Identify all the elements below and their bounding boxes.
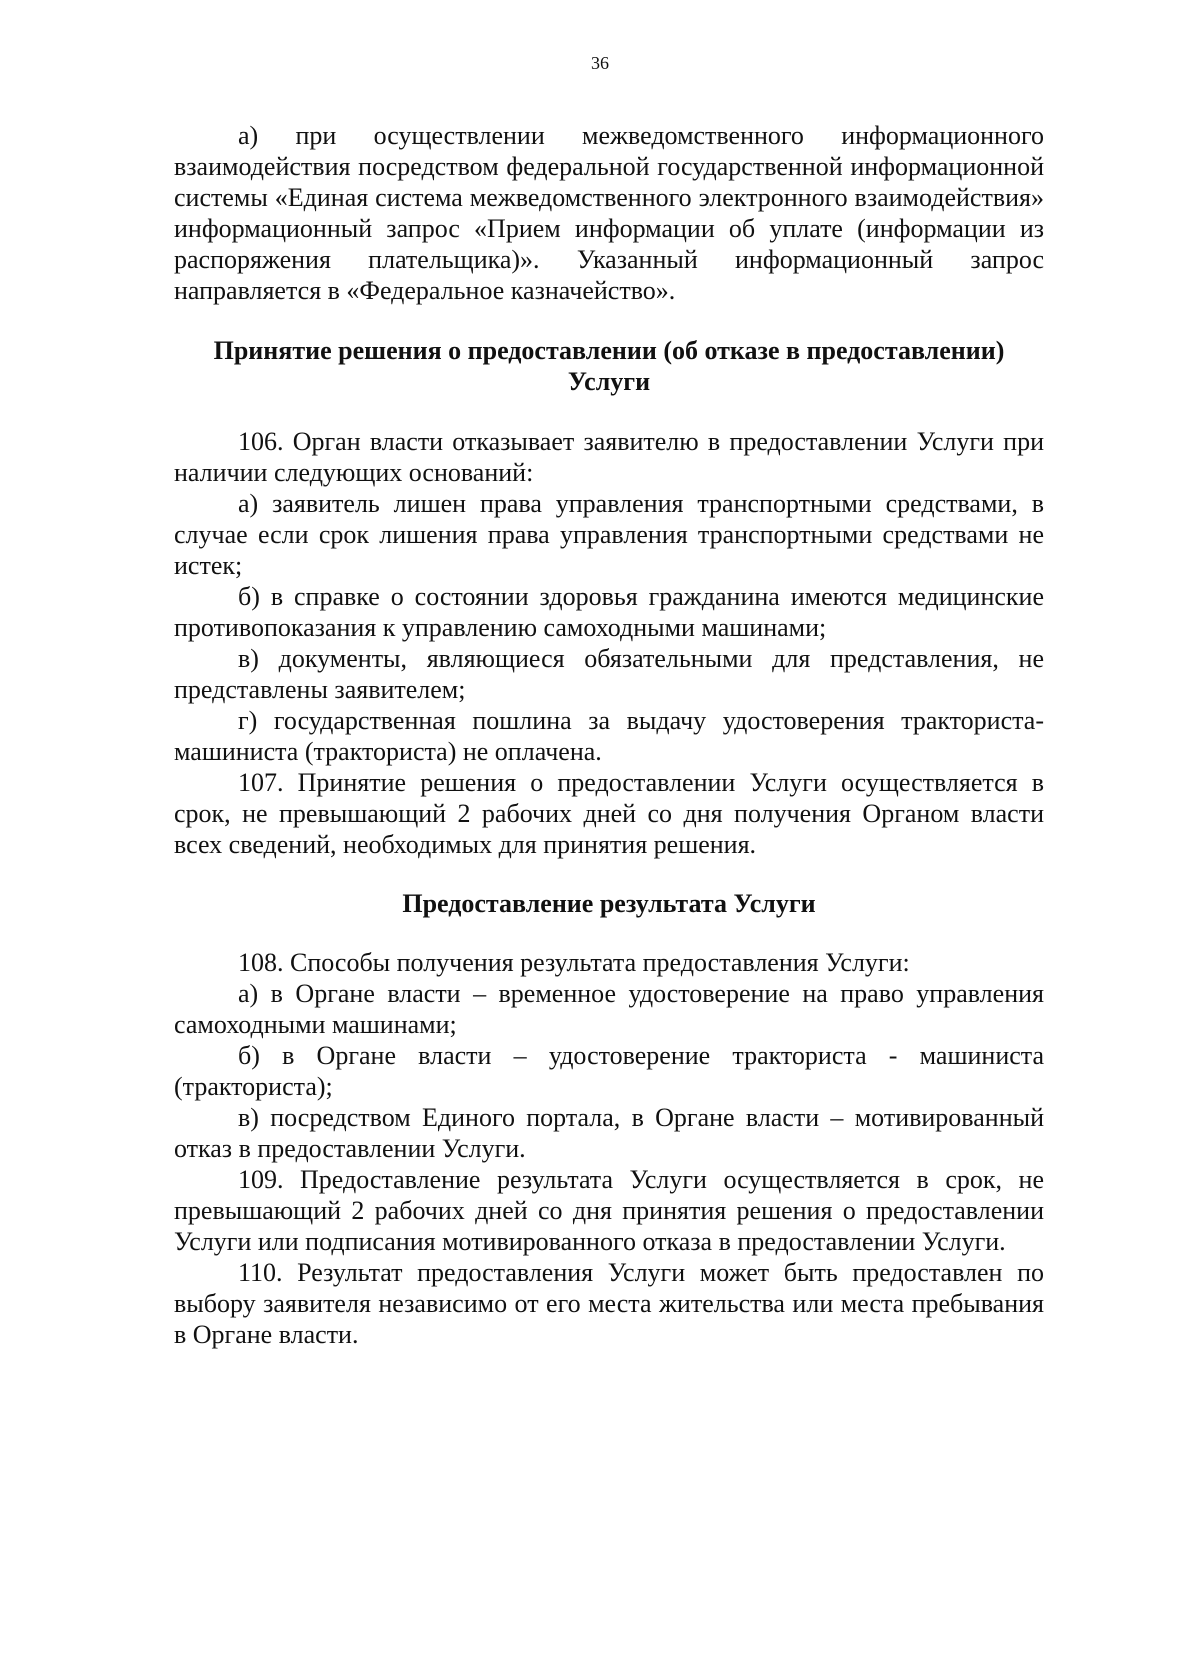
paragraph-108: 108. Способы получения результата предоставления Услуги: xyxy=(238,948,910,977)
paragraph-106-v: в) документы, являющиеся обязательными для представления, не представлены заявителем; xyxy=(174,644,1044,704)
section-heading-decision-line2: Услуги xyxy=(567,367,651,396)
section-heading-result: Предоставление результата Услуги xyxy=(402,889,816,918)
paragraph-107: 107. Принятие решения о предоставлении Услуги осуществляется в срок, не превышающий 2 рабочих дней со дня получения Органом власти всех сведений, необходимых для принятия решения. xyxy=(174,768,1044,859)
paragraph-109: 109. Предоставление результата Услуги осуществляется в срок, не превышающий 2 рабочих дней со дня принятия решения о предоставлении Услуги или подписания мотивированного отказа в предоставлении Услуги. xyxy=(174,1165,1044,1256)
intro-paragraph: а) при осуществлении межведомственного информационного взаимодействия посредством федеральной государственной информационной системы «Единая система межведомственного электронного взаимодействия» информационный запрос «Прием информации об уплате (информации из распоряжения плательщика)». Указанный информационный запрос направляется в «Федеральное казначейство». xyxy=(174,121,1044,305)
paragraph-110: 110. Результат предоставления Услуги может быть предоставлен по выбору заявителя независимо от его места жительства или места пребывания в Органе власти. xyxy=(174,1258,1044,1349)
paragraph-108-b: б) в Органе власти – удостоверение тракториста - машиниста (тракториста); xyxy=(174,1041,1044,1101)
section-heading-decision-line1: Принятие решения о предоставлении (об отказе в предоставлении) xyxy=(213,336,1005,365)
paragraph-108-a: а) в Органе власти – временное удостоверение на право управления самоходными машинами; xyxy=(174,979,1044,1039)
page-content xyxy=(174,120,1044,1350)
paragraph-106-a: а) заявитель лишен права управления транспортными средствами, в случае если срок лишения права управления транспортными средствами не истек; xyxy=(174,489,1044,580)
page-number: 36 xyxy=(591,53,609,73)
section-heading-decision xyxy=(174,335,1044,397)
paragraph-106: 106. Орган власти отказывает заявителю в предоставлении Услуги при наличии следующих оснований: xyxy=(174,427,1044,487)
paragraph-106-g: г) государственная пошлина за выдачу удостоверения тракториста-машиниста (тракториста) не оплачена. xyxy=(174,706,1044,766)
paragraph-108-v: в) посредством Единого портала, в Органе власти – мотивированный отказ в предоставлении Услуги. xyxy=(174,1103,1044,1163)
paragraph-106-b: б) в справке о состоянии здоровья гражданина имеются медицинские противопоказания к управлению самоходными машинами; xyxy=(174,582,1044,642)
